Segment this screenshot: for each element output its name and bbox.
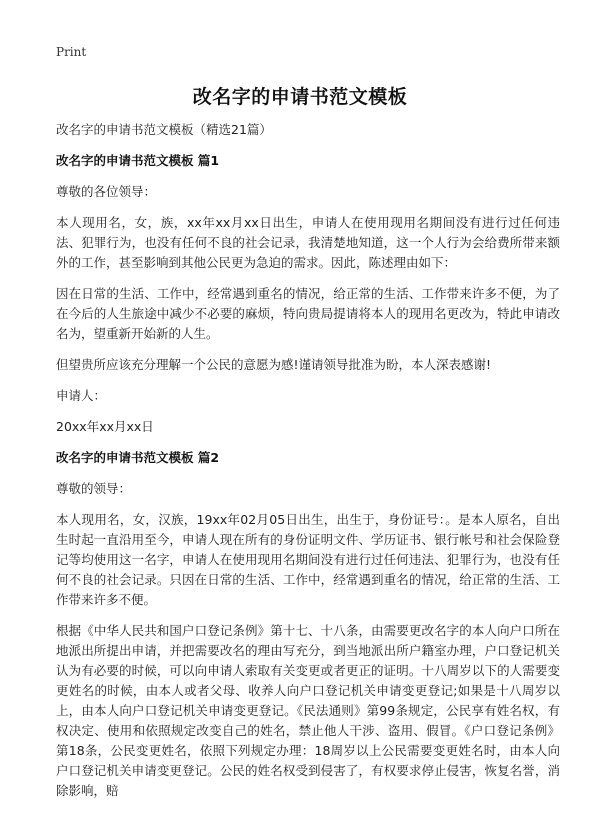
section-heading-1: 改名字的申请书范文模板 篇1 xyxy=(56,153,220,168)
paragraph: 根据《中华人民共和国户口登记条例》第十七、十八条，由需要更改名字的本人向户口所在地派出所提出申请，并把需要改名的理由写充分，到当地派出所户籍室办理，户口登记机关认为有必要的时候，可以向申请人索取有关变更或者更正的证明。十八周岁以下的人需要变更姓名的时候，由本人或者父母、收养人向户口登记机关申请变更登记;如果是十八周岁以上，由本人向户口登记机关申请变更登记。《民法通则》第99条规定，公民享有姓名权，有权决定、使用和依照规定改变自己的姓名，禁止他人干涉、盗用、假冒。《户口登记条例》第18条，公民变更姓名，依照下列规定办理：18周岁以上公民需要变更姓名时，由本人向户口登记机关申请变更登记。公民的姓名权受到侵害了，有权要求停止侵害，恢复名誉，消除影响，赔 xyxy=(56,623,560,798)
page-title: 改名字的申请书范文模板 xyxy=(192,86,408,108)
salutation-2: 尊敬的领导： xyxy=(56,481,132,496)
print-label: Print xyxy=(56,45,87,59)
paragraph: 因在日常的生活、工作中，经常遇到重名的情况，给正常的生活、工作带来许多不便，为了在今后的人生旅途中减少不必要的麻烦，特向贵局提请将本人的现用名更改为，特此申请改名为，望重新开始新的人生。 xyxy=(56,286,560,341)
document-body xyxy=(56,120,560,812)
salutation-1: 尊敬的各位领导： xyxy=(56,184,157,199)
paragraph: 本人现用名，女，汉族，19xx年02月05日出生，出生于，身份证号：。是本人原名，自出生时起一直沿用至今，申请人现在所有的身份证明文件、学历证书、银行帐号和社会保险登记等均使用这一名字，申请人在使用现用名期间没有进行过任何违法、犯罪行为，也没有任何不良的社会记录。只因在日常的生活、工作中，经常遇到重名的情况，给正常的生活、工作带来许多不便。 xyxy=(56,512,560,607)
paragraph: 本人现用名，女，族，xx年xx月xx日出生，申请人在使用现用名期间没有进行过任何违法、犯罪行为，也没有任何不良的社会记录，我清楚地知道，这一个人行为会给费所带来额外的工作，甚至影响到其他公民更为急迫的需求。因此，陈述理由如下： xyxy=(56,215,560,270)
document-subtitle: 改名字的申请书范文模板（精选21篇） xyxy=(56,122,272,137)
paragraph: 但望贵所应该充分理解一个公民的意愿为感!谨请领导批准为盼，本人深表感谢! xyxy=(56,357,492,372)
applicant-line: 申请人： xyxy=(56,388,107,403)
date-line: 20xx年xx月xx日 xyxy=(56,419,154,434)
section-heading-2: 改名字的申请书范文模板 篇2 xyxy=(56,450,220,465)
